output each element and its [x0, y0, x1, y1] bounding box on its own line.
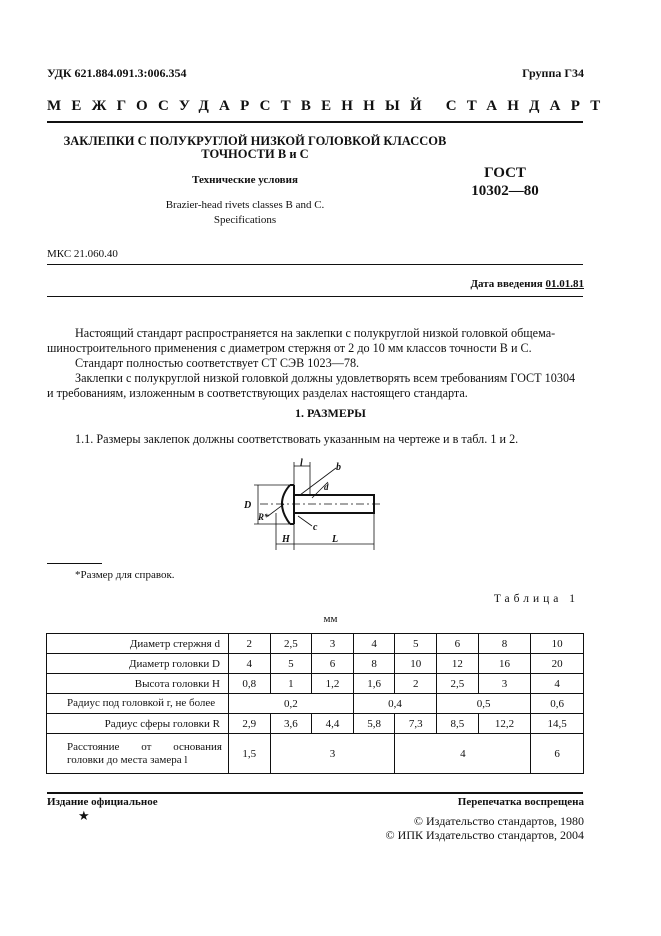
- footer-rule: [47, 792, 583, 794]
- label-H: H: [282, 534, 290, 545]
- english-title-line-2: Specifications: [213, 214, 277, 226]
- title-line-2: ТОЧНОСТИ В и С: [201, 147, 309, 161]
- table-cell: 10: [395, 654, 437, 674]
- footnote: *Размер для справок.: [75, 569, 175, 581]
- table-cell: 3: [312, 634, 354, 654]
- table-row-D: [47, 654, 584, 674]
- table-cell: 3: [270, 734, 395, 774]
- table-row-l: [47, 734, 584, 774]
- table-cell: 5: [270, 654, 312, 674]
- label-R: R*: [258, 512, 269, 522]
- label-d: d: [324, 482, 329, 492]
- table-cell: 1: [270, 674, 312, 694]
- table-cell: 4: [229, 654, 271, 674]
- table-cell: 0,8: [229, 674, 271, 694]
- row-label: Радиус сферы головки R: [47, 714, 229, 734]
- table-cell: 14,5: [531, 714, 584, 734]
- header-rule: [47, 121, 583, 123]
- document-title: [60, 135, 450, 161]
- table-cell: 2: [395, 674, 437, 694]
- copyright-1980: © Издательство стандартов, 1980: [413, 814, 584, 828]
- row-label: Радиус под головкой r, не более: [47, 694, 229, 714]
- table-cell: 2,9: [229, 714, 271, 734]
- group-code: Группа Г34: [522, 66, 584, 80]
- table-cell: 8: [478, 634, 531, 654]
- section-heading: 1. РАЗМЕРЫ: [295, 406, 366, 420]
- table-cell: 4: [395, 734, 531, 774]
- date-rule: [47, 296, 583, 297]
- official-edition: Издание официальное: [47, 796, 158, 808]
- table-cell: 12: [437, 654, 479, 674]
- table-cell: 12,2: [478, 714, 531, 734]
- label-D: D: [244, 500, 252, 511]
- table-cell: 6: [437, 634, 479, 654]
- table-cell: 0,2: [229, 694, 354, 714]
- copyright-block: [386, 814, 584, 842]
- table-cell: 8,5: [437, 714, 479, 734]
- label-b: b: [336, 462, 341, 473]
- table-cell: 2,5: [437, 674, 479, 694]
- table-cell: 0,5: [437, 694, 531, 714]
- table-cell: 8: [353, 654, 395, 674]
- table-cell: 1,5: [229, 734, 271, 774]
- paragraph-2: Стандарт полностью соответствует СТ СЭВ 1023—78.: [75, 356, 360, 370]
- table-cell: 2: [229, 634, 271, 654]
- paragraph-3b: и требованиям, изложенным в соответствующих разделах настоящего стандарта.: [47, 386, 468, 400]
- paragraph-1a: Настоящий стандарт распространяется на заклепки с полукруглой низкой головкой общема-: [75, 326, 556, 340]
- star-icon: ★: [78, 808, 90, 823]
- copyright-2004: © ИПК Издательство стандартов, 2004: [385, 828, 584, 842]
- paragraph-1b: шиностроительного применения с диаметром стержня от 2 до 10 мм классов точности В и С.: [47, 341, 532, 355]
- gost-designation: [470, 164, 540, 200]
- paragraph-3a: Заклепки с полукруглой низкой головкой должны удовлетворять всем требованиям ГОСТ 10304: [75, 371, 576, 385]
- table-cell: 20: [531, 654, 584, 674]
- standard-type: МЕЖГОСУДАРСТВЕННЫЙ СТАНДАРТ: [47, 98, 611, 114]
- rivet-drawing: [240, 458, 400, 554]
- title-line-1: ЗАКЛЕПКИ С ПОЛУКРУГЛОЙ НИЗКОЙ ГОЛОВКОЙ КЛАССОВ: [63, 134, 447, 148]
- table-unit: мм: [323, 613, 338, 625]
- mks-rule: [47, 264, 583, 265]
- table-cell: 4: [531, 674, 584, 694]
- table-cell: 0,6: [531, 694, 584, 714]
- intro-date: [470, 278, 584, 290]
- intro-date-value: 01.01.81: [545, 278, 584, 290]
- table-cell: 2,5: [270, 634, 312, 654]
- clause-1-1: 1.1. Размеры заклепок должны соответствовать указанным на чертеже и в табл. 1 и 2.: [75, 432, 519, 446]
- table-caption: Таблица 1: [493, 593, 579, 605]
- table-row-d: [47, 634, 584, 654]
- row-label: Высота головки H: [47, 674, 229, 694]
- table-cell: 6: [531, 734, 584, 774]
- table-cell: 1,2: [312, 674, 354, 694]
- table-cell: 5: [395, 634, 437, 654]
- table-row-H: [47, 674, 584, 694]
- row-label: Расстояние от основания головки до места замера l: [47, 734, 229, 774]
- footnote-rule: [47, 563, 102, 564]
- table-cell: 7,3: [395, 714, 437, 734]
- table-cell: 6: [312, 654, 354, 674]
- intro-date-label: Дата введения: [470, 278, 543, 290]
- table-cell: 0,4: [353, 694, 436, 714]
- reprint-notice: Перепечатка воспрещена: [457, 796, 584, 808]
- english-title-line-1: Brazier-head rivets classes B and C.: [165, 199, 325, 211]
- table-row-r: [47, 694, 584, 714]
- table-cell: 3: [478, 674, 531, 694]
- table-cell: 3,6: [270, 714, 312, 734]
- table-cell: 16: [478, 654, 531, 674]
- english-title: [60, 198, 430, 228]
- table-cell: 4: [353, 634, 395, 654]
- table-cell: 5,8: [353, 714, 395, 734]
- table-row-R: [47, 714, 584, 734]
- table-cell: 10: [531, 634, 584, 654]
- table-1: [46, 633, 584, 774]
- subtitle: Технические условия: [192, 174, 298, 186]
- gost-number: 10302—80: [471, 183, 539, 199]
- row-label: Диаметр стержня d: [47, 634, 229, 654]
- gost-label: ГОСТ: [484, 165, 526, 181]
- label-l: l: [300, 458, 303, 469]
- table-cell: 4,4: [312, 714, 354, 734]
- udk-code: УДК 621.884.091.3:006.354: [47, 66, 187, 80]
- label-c: c: [313, 522, 318, 533]
- table-cell: 1,6: [353, 674, 395, 694]
- label-L: L: [332, 534, 339, 545]
- mks-code: МКС 21.060.40: [47, 248, 118, 260]
- row-label: Диаметр головки D: [47, 654, 229, 674]
